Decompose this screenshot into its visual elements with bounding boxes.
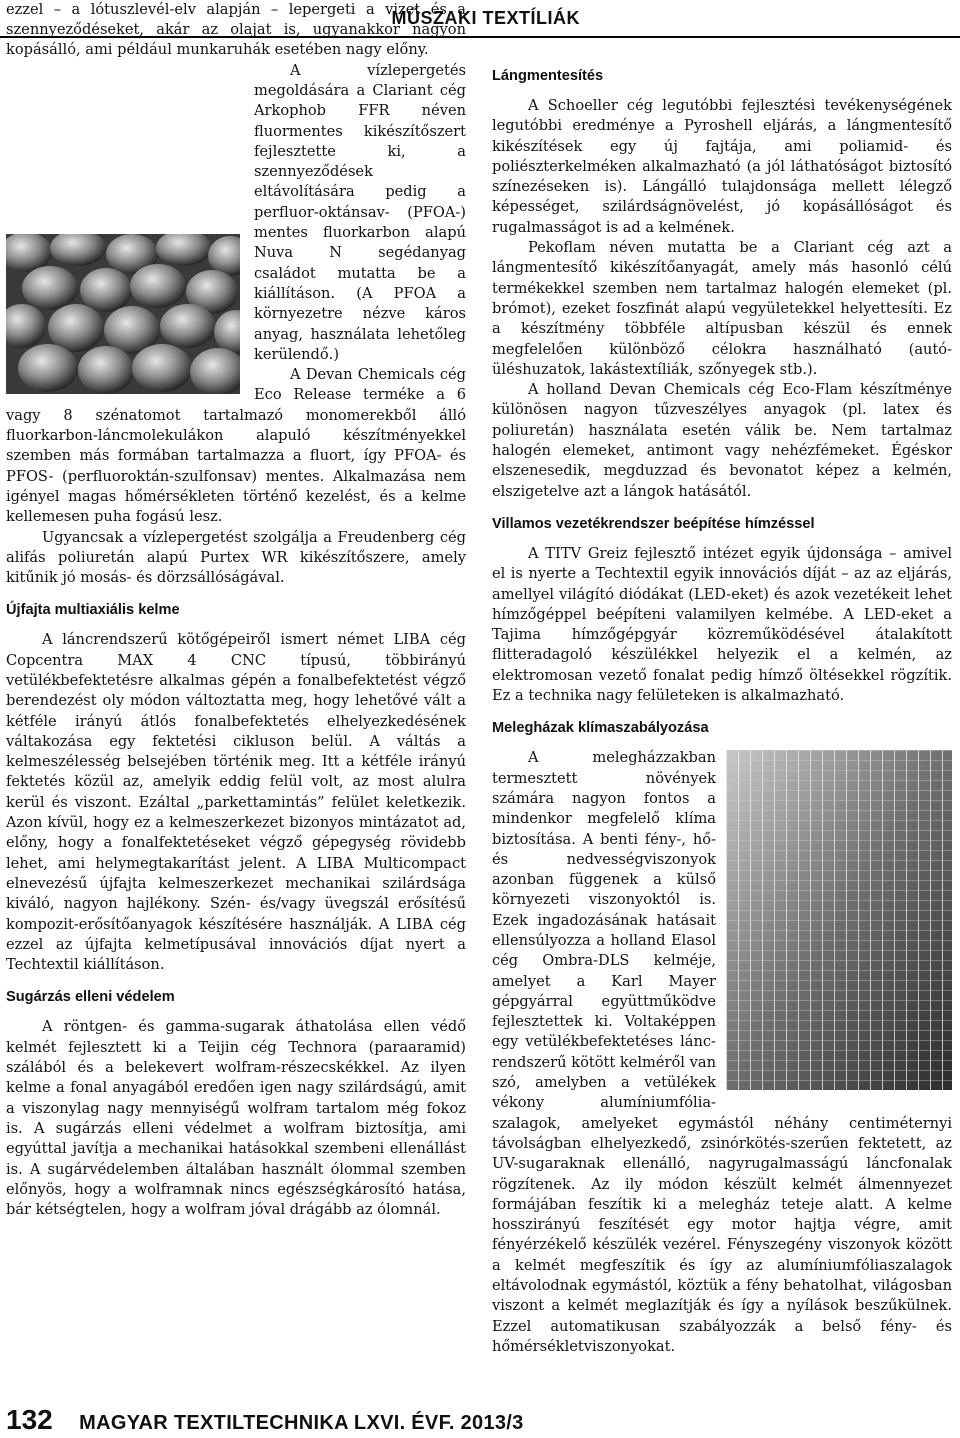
left-paragraph-3: A Devan Chemicals cég Eco Release terméke a 6 vagy 8 szénatomot tartalmazó monomerekből álló fluorkarbon-láncmolekulákon alapuló készítményekkel szemben más formában tartalmazza a fluort, így PFOA- és PFOS- (perfluoroktán-szulfonsav) mentes. Alkalmazása nem igényel magas hőmérsékleten történő kezelést, és a kelme kellemesen puha fogású lesz. xyxy=(6,366,466,526)
left-paragraph-2: A vízlepergetés megoldására a Clariant cég Arkophob FFR néven fluormentes kikészítőszert fejlesztette ki, a szennyeződések eltávolítására pedig a perfluor-oktánsav- (PFOA-) mentes fluorkarbon alapú Nuva N segédanyag családot mutatta be a kiállításon. (A PFOA a környezetre nézve káros anyag, használata lehetőleg kerülendő.) xyxy=(254,61,466,363)
right-paragraph-3: A holland Devan Chemicals cég Eco-Flam készítménye különösen nagyon tűzveszélyes anyagok (pl. latex és poliuretán) használata esetén válik be. Nem tartalmaz halogén elemeket, antimont vagy nehézfémeket. Égéskor elszenesedik, megduzzad és bevonatot képez a kelmén, elszigetelve azt a lángok hatásától. xyxy=(492,381,952,500)
heading-multiaxial-fabric: Újfajta multiaxiális kelme xyxy=(6,602,180,619)
journal-title: MAGYAR TEXTILTECHNIKA LXVI. ÉVF. 2013/3 xyxy=(79,1412,524,1434)
right-column xyxy=(492,66,952,1357)
heading-radiation-protection: Sugárzás elleni védelem xyxy=(6,989,175,1006)
aluminium-screen-graphic xyxy=(726,750,952,1090)
left-paragraph-5: A láncrendszerű kötőgépeiről ismert német LIBA cég Copcentra MAX 4 CNC típusú, többirányú vetülékbefektetésre alkalmas gépén a fonalbefektetést végző berendezést oly módon változtatta meg, hogy lehetővé vált a kétféle irányú átlós fonalbefektetés elhelyezkedésének váltakozása egy fektetési cikluson belül. A váltás a kelmeszélesség belsejében történik meg. Itt a kétféle irányú fektetés közül az, amelyik eddig felül volt, az most alulra kerül és viszont. Ezáltal „parkettamintás” felület keletkezik. Azon kívül, hogy ez a kelmeszerkezet bizonyos mintázatot ad, előny, hogy a fonalfektetéseket végző gépegység rövidebb lehet, ami helymegtakarítást jelent. A LIBA Multicompact elnevezésű újfajta kelmeszerkezet mechanikai szilárdsága kiváló, nagyon hajlékony. Szén- és/vagy üvegszál erősítésű kompozit-erősítőanyagok készítésére használják. A LIBA cég ezzel az újfajta kelmetípusával innovációs díjat nyert a Techtextil kiállításon. xyxy=(6,631,466,974)
heading-greenhouse-climate: Melegházak klímaszabályozása xyxy=(492,720,709,737)
greenhouse-screen-image xyxy=(726,750,952,1090)
heading-embroidered-wiring: Villamos vezetékrendszer beépítése hímzéssel xyxy=(492,515,815,532)
page-number: 132 xyxy=(6,1404,53,1435)
section-title: MŰSZAKI TEXTÍLIÁK xyxy=(391,8,580,28)
nanosphere-fabric-image xyxy=(6,234,240,394)
fabric-texture-graphic xyxy=(6,234,240,394)
right-paragraph-5: A melegházzakban termesztett növények számára nagyon fontos a mindenkor megfelelő klíma biztosítása. A benti fény-, hő- és nedvességviszonyok azonban függenek a külső környezeti viszonyoktól is. Ezek ingadozásának hatásait ellensúlyozza a holland Elasol cég Ombra-DLS kelméje, amelyet a Karl Mayer gépgyárral együttműködve fejlesztettek ki. Voltaképpen egy vetülékbefektetéses lánc-rendszerű kötött kelméről van szó, amelyben a vetülékek vékony alumíniumfólia-szalagok, amelyeket egymástól néhány centiméternyi távolságban elhelyezkedő, zsinórkötés-szerűen fektetett, az UV-sugaraknak ellenálló, nagyrugalmasságú láncfonalak rögzítenek. Az ily módon készült kelmét álmennyezet formájában feszítik ki a melegház teteje alatt. A kelme hosszirányú feszítését egy motor hajtja végre, amit fényérzékelő készülék vezérel. Fényszegény viszonyok között a kelmét megfeszítik és így az alumíniumfóliaszalagok eltávolodnak egymástól, köztük a fény behatolhat, világosban viszont a kelmét meglazítják és így a nyílások beszűkülnek. Ezzel automatikusan szabályozzák a belső fény- és hőmérsékletviszonyokat. xyxy=(492,749,952,1355)
right-paragraph-1: A Schoeller cég legutóbbi fejlesztési tevékenységének legutóbbi eredménye a Pyroshell eljárás, a lángmentesítő kikészítések egy új fajtája, ami poliamid- és poliészterkelméken alkalmazható (a jól láthatóságot biztosító színezéseken is). Lángálló tulajdonsága mellett lélegző képességet, szilárdságnövelést, jó kopásállóságot és rugalmasságot is ad a kelmének. xyxy=(492,97,952,236)
page-footer xyxy=(6,1404,524,1436)
left-paragraph-6: A röntgen- és gamma-sugarak áthatolása ellen védő kelmét fejlesztett ki a Teijin cég Technora (paraaramid) szálából és a belekevert wolfram-részecskékkel. Az ilyen kelme a fonal anyagából eredően igen nagy szilárdságú, amit a viszonylag nagy mennyiségű wolfram tartalom még fokoz is. A sugárzás elleni védelmet a wolfram biztosítja, ami egyúttal javítja a mechanikai hatásokkal szembeni ellenállást is. A sugárvédelemben általában használt ólommal szemben előnyös, hogy a wolframnak nincs egészségkárosító hatása, bár kétségtelen, hogy a wolfram jóval drágább az ólomnál. xyxy=(6,1018,466,1219)
heading-flame-retardant: Lángmentesítés xyxy=(492,68,604,84)
left-column xyxy=(6,0,466,1220)
left-paragraph-1: ezzel – a lótuszlevél-elv alapján – lepergeti a vizet és a szennyeződéseket, akár az olajat is, ugyanakkor nagyon kopásálló, ami például munkaruhák esetében nagy előny. xyxy=(6,0,466,59)
right-paragraph-2: Pekoflam néven mutatta be a Clariant cég azt a lángmentesítő kikészítőanyagát, amely más hasonló célú termékekkel szemben nem tartalmaz halogén elemeket (pl. brómot), ezeket foszfinát alapú vegyületekkel helyettesíti. Ez a készítmény többféle altípusban készül és ennek megfelelően különböző célokra használható (autó-üléshuzatok, lakástextíliák, szőnyegek stb.). xyxy=(492,239,952,378)
left-paragraph-4: Ugyancsak a vízlepergetést szolgálja a Freudenberg cég alifás poliuretán alapú Purtex WR kikészítőszere, amely kitűnik jó mosás- és dörzsállóságával. xyxy=(6,528,466,587)
right-paragraph-4: A TITV Greiz fejlesztő intézet egyik újdonsága – amivel el is nyerte a Techtextil egyik innovációs díját – az az eljárás, amellyel világító diódákat (LED-eket) és azok vezetékeit lehet hímzőgéppel beépíteni valamilyen kelmébe. A LED-eket a Tajima hímzőgépgyár közreműködésével átalakított flitteradagoló készülékkel helyezik el a kelmén, az elektromosan vezető fonalat pedig hímző öltésekkel rögzítik. Ez a technika nagy felületeken is alkalmazható. xyxy=(492,544,952,705)
